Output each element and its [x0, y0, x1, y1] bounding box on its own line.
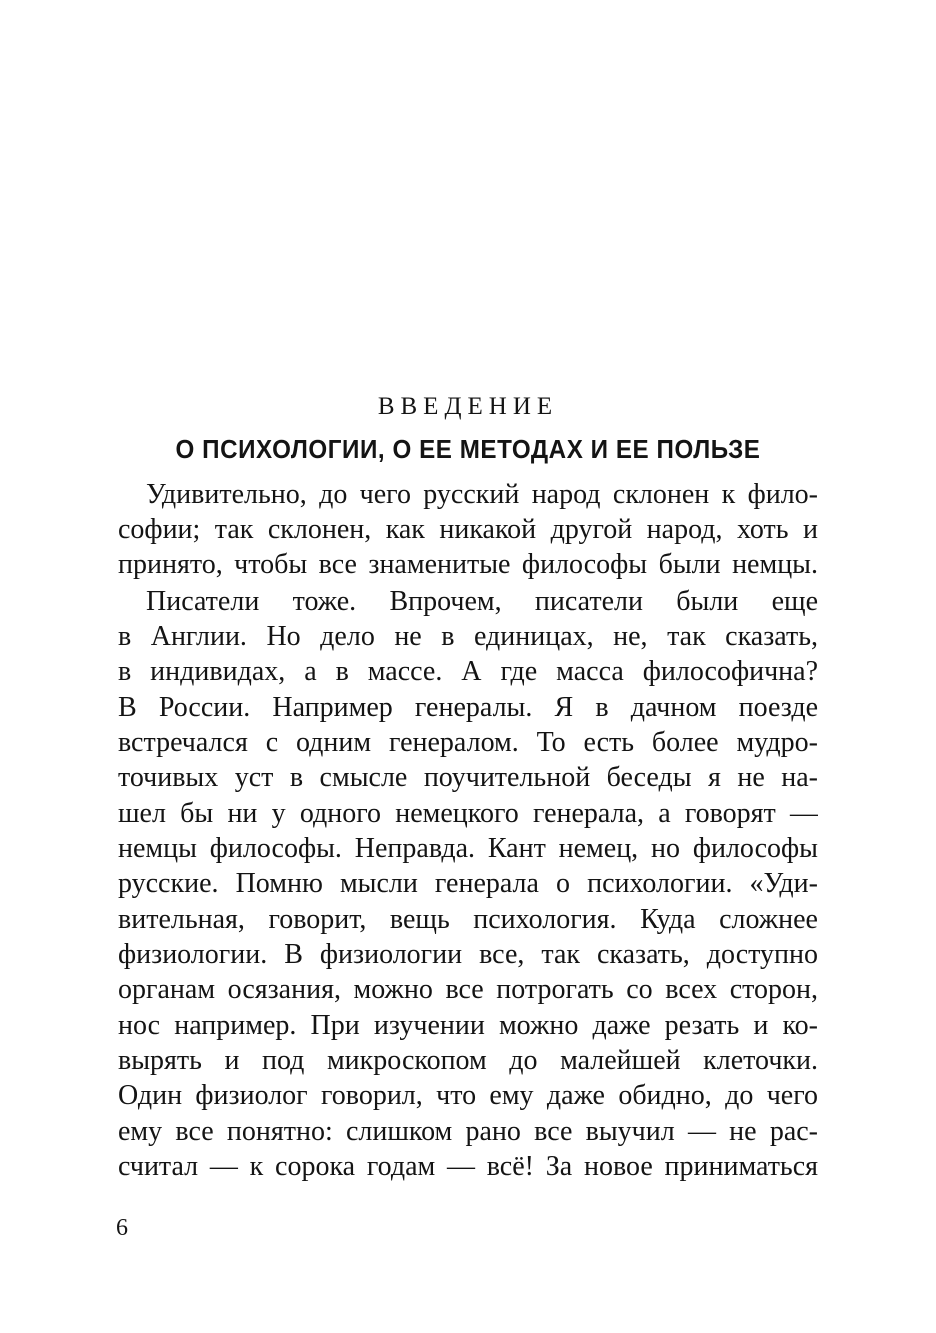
text-line: вырять и под микроскопом до малейшей клеточки.: [118, 1045, 818, 1076]
text-line: в индивидах, а в массе. А где масса философична?: [118, 656, 818, 687]
text-line: шел бы ни у одного немецкого генерала, а говорят —: [118, 798, 818, 829]
text-line: русские. Помню мысли генерала о психологии. «Уди-: [118, 868, 818, 899]
text-line: принято, чтобы все знаменитые философы были немцы.: [118, 549, 818, 580]
text-line: Один физиолог говорил, что ему даже обидно, до чего: [118, 1080, 818, 1111]
text-line: встречался с одним генералом. То есть более мудро-: [118, 727, 818, 758]
section-label: ВВЕДЕНИЕ: [377, 393, 559, 420]
text-line: ему все понятно: слишком рано все выучил — не рас-: [118, 1116, 818, 1147]
page-number: 6: [116, 1215, 128, 1241]
text-line: точивых уст в смысле поучительной беседы я не на-: [118, 762, 818, 793]
text-line: нос например. При изучении можно даже резать и ко-: [118, 1010, 818, 1041]
text-line: Удивительно, до чего русский народ склонен к фило-: [146, 479, 818, 510]
text-line: софии; так склонен, как никакой другой народ, хоть и: [118, 514, 818, 545]
chapter-title: О ПСИХОЛОГИИ, О ЕЕ МЕТОДАХ И ЕЕ ПОЛЬЗЕ: [175, 434, 761, 464]
text-line: считал — к сорока годам — всё! За новое приниматься: [118, 1151, 818, 1182]
text-line: Писатели тоже. Впрочем, писатели были еще: [146, 586, 818, 617]
text-line: органам осязания, можно все потрогать со всех сторон,: [118, 974, 818, 1005]
text-line: вительная, говорит, вещь психология. Куда сложнее: [118, 904, 818, 935]
text-line: немцы философы. Неправда. Кант немец, но философы: [118, 833, 818, 864]
text-line: в Англии. Но дело не в единицах, не, так сказать,: [118, 621, 818, 652]
text-line: физиологии. В физиологии все, так сказать, доступно: [118, 939, 818, 970]
text-line: В России. Например генералы. Я в дачном поезде: [118, 692, 818, 723]
